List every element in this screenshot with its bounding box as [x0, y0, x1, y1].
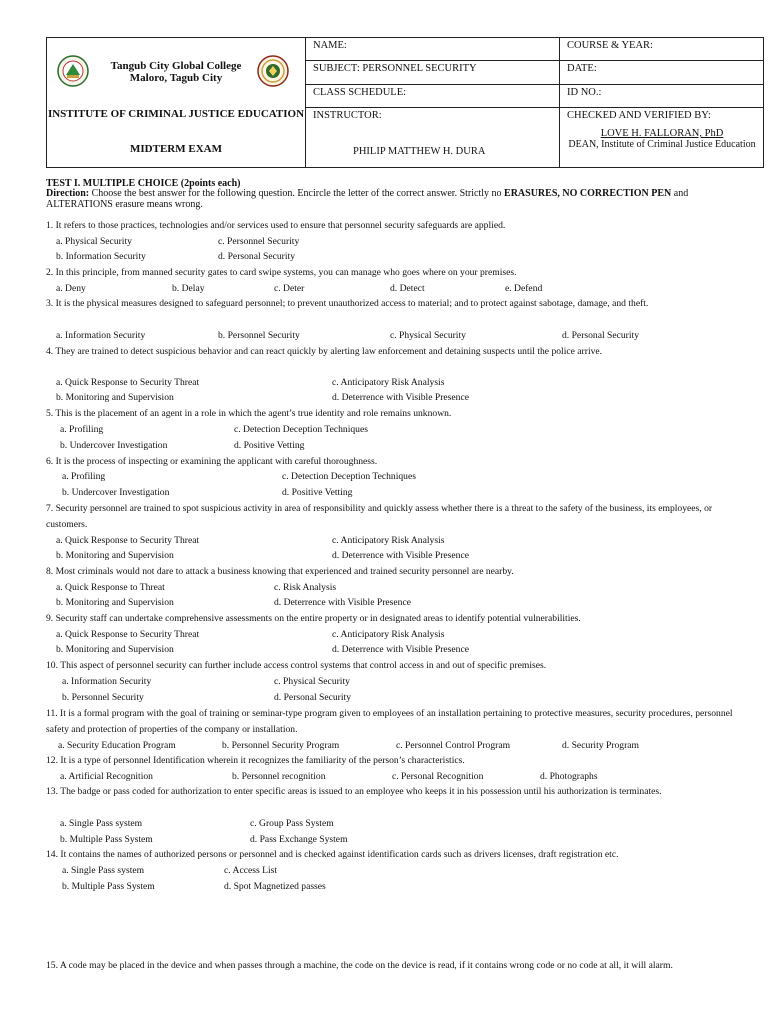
test-title: TEST I. MULTIPLE CHOICE (2points each) [46, 178, 241, 189]
subject-label: SUBJECT: PERSONNEL SECURITY [313, 63, 477, 74]
answer-option[interactable]: d. Security Program [562, 740, 640, 751]
question-text: 7. Security personnel are trained to spot suspicious activity in area of responsibility and quickly assess whether there is a threat to the safety of the business, its employees, or customers. [46, 503, 713, 530]
answer-option[interactable]: b. Monitoring and Supervision [56, 597, 174, 608]
question-text: 1. It refers to those practices, technologies and/or services used to ensure that personnel security safeguards are applied. [46, 220, 506, 231]
answer-option[interactable]: c. Physical Security [390, 330, 466, 341]
answer-option[interactable]: c. Personnel Control Program [396, 740, 511, 751]
question-text: 12. It is a type of personnel Identification wherein it recognizes the familiarity of the person’s characteristics. [46, 755, 465, 766]
answer-option[interactable]: d. Pass Exchange System [250, 834, 348, 845]
answer-option[interactable]: c. Detection Deception Techniques [282, 471, 416, 482]
answer-option[interactable]: a. Physical Security [56, 236, 132, 247]
answer-option[interactable]: c. Deter [274, 283, 305, 294]
answer-option[interactable]: d. Spot Magnetized passes [224, 881, 326, 892]
question-text: 2. In this principle, from manned security gates to card swipe systems, you can manage who goes where on your premises. [46, 267, 517, 278]
dean-name: LOVE H. FALLORAN, PhD [600, 128, 724, 139]
question-text: 13. The badge or pass coded for authorization to enter specific areas is issued to an employee who keeps it in his possession until his authorization is terminates. [46, 786, 662, 797]
answer-option[interactable]: a. Information Security [62, 676, 152, 687]
checked-verified-label: CHECKED AND VERIFIED BY: [567, 110, 711, 121]
answer-option[interactable]: a. Quick Response to Threat [56, 582, 165, 593]
answer-option[interactable]: d. Deterrence with Visible Presence [332, 550, 469, 561]
question-text: 8. Most criminals would not dare to attack a business knowing that experienced and trained security personnel are nearby. [46, 566, 514, 577]
direction-warning: ERASURES, NO CORRECTION PEN [504, 188, 672, 199]
id-number-label: ID NO.: [567, 87, 602, 98]
direction-text-end: and ALTERATIONS erasure means wrong. [46, 188, 689, 210]
date-label: DATE: [567, 63, 597, 74]
answer-option[interactable]: c. Physical Security [274, 676, 350, 687]
question-text: 10. This aspect of personnel security can further include access control systems that control access in and out of specific premises. [46, 660, 547, 671]
answer-option[interactable]: d. Photographs [540, 771, 598, 782]
answer-option[interactable]: a. Single Pass system [62, 865, 145, 876]
answer-option[interactable]: b. Personnel recognition [232, 771, 326, 782]
exam-title: MIDTERM EXAM [130, 143, 222, 155]
question-text: 9. Security staff can undertake comprehensive assessments on the entire property or in designated areas to identify potential vulnerabilities. [46, 613, 581, 624]
answer-option[interactable]: d. Personal Security [218, 251, 296, 262]
answer-option[interactable]: a. Artificial Recognition [60, 771, 153, 782]
answer-option[interactable]: d. Deterrence with Visible Presence [332, 644, 469, 655]
answer-option[interactable]: d. Deterrence with Visible Presence [274, 597, 411, 608]
answer-option[interactable]: b. Multiple Pass System [62, 881, 155, 892]
answer-option[interactable]: c. Detection Deception Techniques [234, 424, 368, 435]
answer-option[interactable]: c. Group Pass System [250, 818, 334, 829]
answer-option[interactable]: c. Anticipatory Risk Analysis [332, 629, 445, 640]
question-text: 14. It contains the names of authorized persons or personnel and is checked against identification cards such as drivers licenses, draft registration etc. [46, 849, 619, 860]
answer-option[interactable]: a. Quick Response to Security Threat [56, 535, 200, 546]
answer-option[interactable]: b. Multiple Pass System [60, 834, 153, 845]
header-divider [305, 38, 306, 167]
answer-option[interactable]: a. Profiling [62, 471, 106, 482]
answer-option[interactable]: d. Deterrence with Visible Presence [332, 392, 469, 403]
exam-header-table [46, 37, 764, 168]
answer-option[interactable]: b. Monitoring and Supervision [56, 392, 174, 403]
header-divider [305, 107, 764, 108]
instructor-name: PHILIP MATTHEW H. DURA [353, 146, 486, 157]
answer-option[interactable]: d. Positive Vetting [282, 487, 353, 498]
answer-option[interactable]: b. Monitoring and Supervision [56, 644, 174, 655]
answer-option[interactable]: a. Quick Response to Security Threat [56, 377, 200, 388]
answer-option[interactable]: c. Anticipatory Risk Analysis [332, 377, 445, 388]
answer-option[interactable]: a. Deny [56, 283, 86, 294]
answer-option[interactable]: a. Single Pass system [60, 818, 143, 829]
school-address: Maloro, Tagub City [129, 72, 223, 84]
class-schedule-label: CLASS SCHEDULE: [313, 87, 407, 98]
header-divider [305, 60, 764, 61]
instructor-label: INSTRUCTOR: [313, 110, 382, 121]
answer-option[interactable]: d. Personal Security [274, 692, 352, 703]
header-divider [305, 84, 764, 85]
test-directions [46, 188, 736, 210]
answer-option[interactable]: b. Personnel Security Program [222, 740, 340, 751]
question-text: 15. A code may be placed in the device and when passes through a machine, the code on the device is read, if it contains wrong code or no code at all, it will alarm. [46, 960, 673, 971]
answer-option[interactable]: a. Profiling [60, 424, 104, 435]
institute-name: INSTITUTE OF CRIMINAL JUSTICE EDUCATION [47, 108, 305, 120]
answer-option[interactable]: a. Information Security [56, 330, 146, 341]
direction-label: Direction: [46, 188, 90, 199]
answer-option[interactable]: a. Quick Response to Security Threat [56, 629, 200, 640]
answer-option[interactable]: c. Anticipatory Risk Analysis [332, 535, 445, 546]
answer-option[interactable]: b. Delay [172, 283, 205, 294]
question-text: 3. It is the physical measures designed to safeguard personnel; to prevent unauthorized access to material; and to protect against sabotage, damage, and theft. [46, 298, 649, 309]
answer-option[interactable]: b. Undercover Investigation [62, 487, 170, 498]
answer-option[interactable]: b. Personnel Security [62, 692, 144, 703]
name-field-label: NAME: [313, 40, 347, 51]
question-text: 4. They are trained to detect suspicious behavior and can react quickly by alerting law enforcement and detaining suspects until the police arrive. [46, 346, 603, 357]
answer-option[interactable]: b. Undercover Investigation [60, 440, 168, 451]
question-text: 11. It is a formal program with the goal of training or seminar-type program given to employees of an installation pertaining to protective measures, security procedures, personnel safety and protection of properties of the company or installation. [46, 708, 733, 735]
answer-option[interactable]: d. Detect [390, 283, 425, 294]
question-text: 6. It is the process of inspecting or examining the applicant with careful thoroughness. [46, 456, 378, 467]
question-text: 5. This is the placement of an agent in a role in which the agent’s true identity and role remains unknown. [46, 408, 452, 419]
answer-option[interactable]: d. Personal Security [562, 330, 640, 341]
dean-title: DEAN, Institute of Criminal Justice Education [568, 139, 756, 150]
course-year-label: COURSE & YEAR: [567, 40, 653, 51]
answer-option[interactable]: c. Risk Analysis [274, 582, 337, 593]
answer-option[interactable]: b. Personnel Security [218, 330, 300, 341]
answer-option[interactable]: b. Monitoring and Supervision [56, 550, 174, 561]
answer-option[interactable]: c. Personal Recognition [392, 771, 484, 782]
answer-option[interactable]: d. Positive Vetting [234, 440, 305, 451]
school-name: Tangub City Global College [110, 60, 242, 72]
answer-option[interactable]: b. Information Security [56, 251, 146, 262]
direction-text: Choose the best answer for the following question. Encircle the letter of the correct answer. Strictly no [89, 188, 505, 199]
answer-option[interactable]: e. Defend [505, 283, 543, 294]
answer-option[interactable]: c. Access List [224, 865, 278, 876]
answer-option[interactable]: a. Security Education Program [58, 740, 176, 751]
answer-option[interactable]: c. Personnel Security [218, 236, 300, 247]
